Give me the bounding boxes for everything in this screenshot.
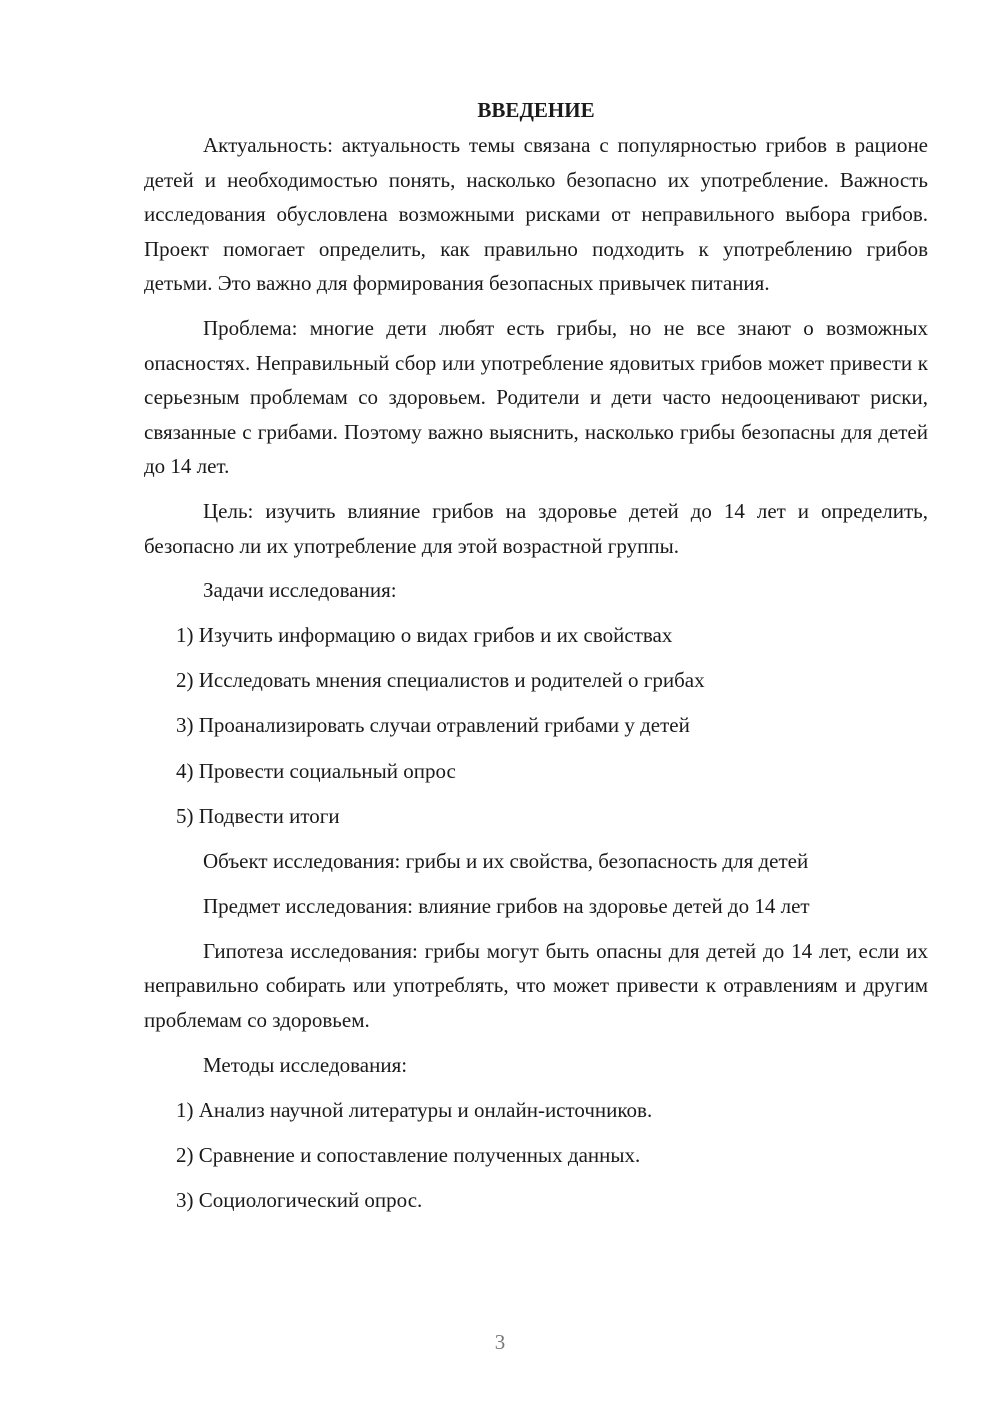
goal-paragraph: Цель: изучить влияние грибов на здоровье детей до 14 лет и определить, безопасно ли их употребление для этой возрастной группы. [144, 498, 928, 558]
page-content [144, 94, 928, 1228]
task-item: 2) Исследовать мнения специалистов и родителей о грибах [176, 668, 705, 693]
task-item: 1) Изучить информацию о видах грибов и их свойствах [176, 623, 673, 648]
method-item: 3) Социологический опрос. [176, 1187, 423, 1212]
hypothesis-paragraph: Гипотеза исследования: грибы могут быть опасны для детей до 14 лет, если их неправильно собирать или употреблять, что может привести к отравлениям и другим проблемам со здоровьем. [144, 938, 928, 1033]
task-item: 5) Подвести итоги [176, 803, 340, 828]
page-number: 3 [494, 1330, 506, 1354]
method-item: 2) Сравнение и сопоставление полученных данных. [176, 1142, 641, 1167]
relevance-paragraph: Актуальность: актуальность темы связана с популярностью грибов в рационе детей и необходимостью понять, насколько безопасно их употребление. Важность исследования обусловлена возможными рисками от неправильного выбора грибов. Проект помогает определить, как правильно подходить к употреблению грибов детьми. Это важно для формирования безопасных привычек питания. [144, 133, 928, 296]
task-item: 3) Проанализировать случаи отравлений грибами у детей [176, 713, 690, 738]
tasks-heading: Задачи исследования: [203, 578, 397, 603]
section-title: ВВЕДЕНИЕ [477, 98, 595, 122]
methods-heading: Методы исследования: [203, 1052, 408, 1077]
subject-line: Предмет исследования: влияние грибов на здоровье детей до 14 лет [203, 893, 810, 918]
task-item: 4) Провести социальный опрос [176, 758, 456, 783]
object-line: Объект исследования: грибы и их свойства, безопасность для детей [203, 848, 809, 873]
method-item: 1) Анализ научной литературы и онлайн-источников. [176, 1097, 653, 1122]
problem-paragraph: Проблема: многие дети любят есть грибы, но не все знают о возможных опасностях. Неправильный сбор или употребление ядовитых грибов может привести к серьезным проблемам со здоровьем. Родители и дети часто недооценивают риски, связанные с грибами. Поэтому важно выяснить, насколько грибы безопасны для детей до 14 лет. [144, 315, 928, 479]
